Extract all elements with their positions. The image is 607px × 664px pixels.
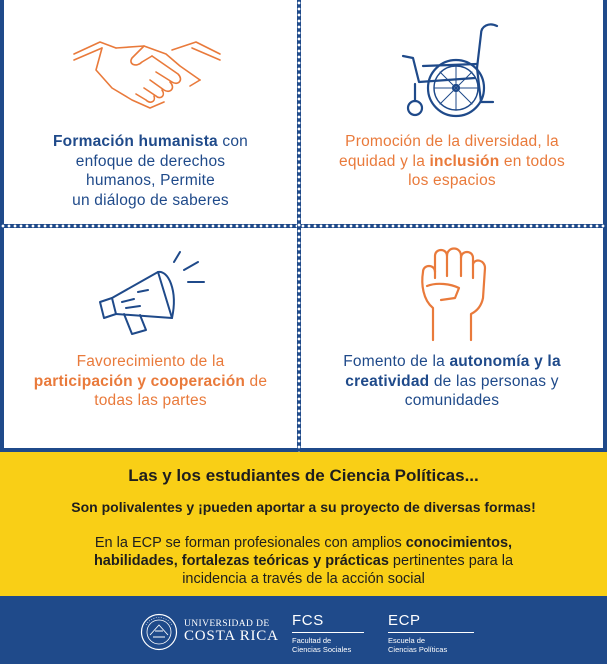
card-text (4, 352, 297, 411)
bold-text: inclusión (429, 152, 500, 170)
divider-line (388, 632, 474, 633)
handshake-icon (72, 36, 222, 116)
text-line (4, 171, 297, 191)
text-segment: En la ECP se forman profesionales con amplios (94, 535, 406, 551)
text-line (4, 372, 297, 392)
bold-text: participación y cooperación (33, 372, 246, 390)
divider-line (292, 632, 364, 633)
text-segment: los espacios (408, 172, 496, 189)
card-autonomy-creativity (301, 228, 603, 448)
megaphone-icon (92, 248, 212, 338)
card-participation-cooperation (4, 228, 297, 448)
bold-text: conocimientos, (405, 535, 513, 551)
text-segment: un diálogo de saberes (72, 191, 229, 209)
text-segment: enfoque de derechos (75, 152, 226, 170)
fcs-name-1: Facultad de (292, 636, 332, 645)
text-segment: Favorecimiento de la (76, 353, 225, 370)
card-text (4, 132, 297, 210)
text-segment: todas las partes (94, 392, 207, 409)
text-line (4, 391, 297, 411)
text-segment: de (245, 372, 268, 390)
text-segment: humanos, Permite (86, 172, 215, 189)
text-segment: Fomento de la (343, 353, 450, 370)
text-line (4, 352, 297, 372)
text-segment: de las personas y (429, 372, 559, 390)
text-line (301, 171, 603, 191)
ucr-line-1: UNIVERSIDAD DE (184, 619, 270, 629)
ecp-name-1: Escuela de (388, 636, 426, 645)
text-line (30, 570, 577, 588)
ecp-logo (388, 612, 474, 654)
text-segment: en todos (499, 152, 565, 170)
fcs-logo (292, 612, 364, 654)
footer (0, 596, 607, 664)
card-text (301, 352, 603, 411)
text-line (4, 152, 297, 172)
bold-text: creatividad (345, 372, 430, 390)
banner-title: Las y los estudiantes de Ciencia Políticas... (128, 466, 479, 485)
ecp-name-2: Ciencias Políticas (388, 645, 448, 654)
banner-subtitle: Son polivalentes y ¡pueden aportar a su proyecto de diversas formas! (71, 499, 536, 515)
university-logo-text (184, 618, 279, 642)
text-segment: incidencia a través de la acción social (182, 571, 425, 587)
text-line (301, 391, 603, 411)
university-seal-icon (140, 613, 178, 651)
text-line (301, 152, 603, 172)
text-line (301, 372, 603, 392)
text-segment: con (217, 133, 248, 150)
card-humanist-education (4, 0, 297, 224)
fcs-name-2: Ciencias Sociales (292, 645, 352, 654)
bold-text: Formación humanista (53, 133, 218, 150)
text-line (30, 534, 577, 552)
bold-text: autonomía y la (449, 353, 561, 370)
text-segment: comunidades (404, 392, 500, 409)
ecp-abbr: ECP (388, 612, 421, 629)
text-line (30, 552, 577, 570)
text-line (301, 352, 603, 372)
fcs-abbr: FCS (292, 612, 324, 629)
text-line (4, 132, 297, 152)
raised-fist-icon (415, 242, 491, 342)
text-segment: equidad y la (339, 152, 430, 170)
students-banner (0, 452, 607, 596)
wheelchair-icon (393, 22, 509, 122)
banner-body (30, 534, 577, 588)
card-text (301, 132, 603, 191)
text-segment: Promoción de la diversidad, la (345, 133, 559, 150)
text-line (301, 132, 603, 152)
text-segment: pertinentes para la (388, 553, 514, 569)
card-diversity-inclusion (301, 0, 603, 224)
bold-text: habilidades, fortalezas teóricas y prácticas (93, 553, 389, 569)
text-line (4, 191, 297, 211)
ucr-line-2: COSTA RICA (184, 628, 279, 644)
